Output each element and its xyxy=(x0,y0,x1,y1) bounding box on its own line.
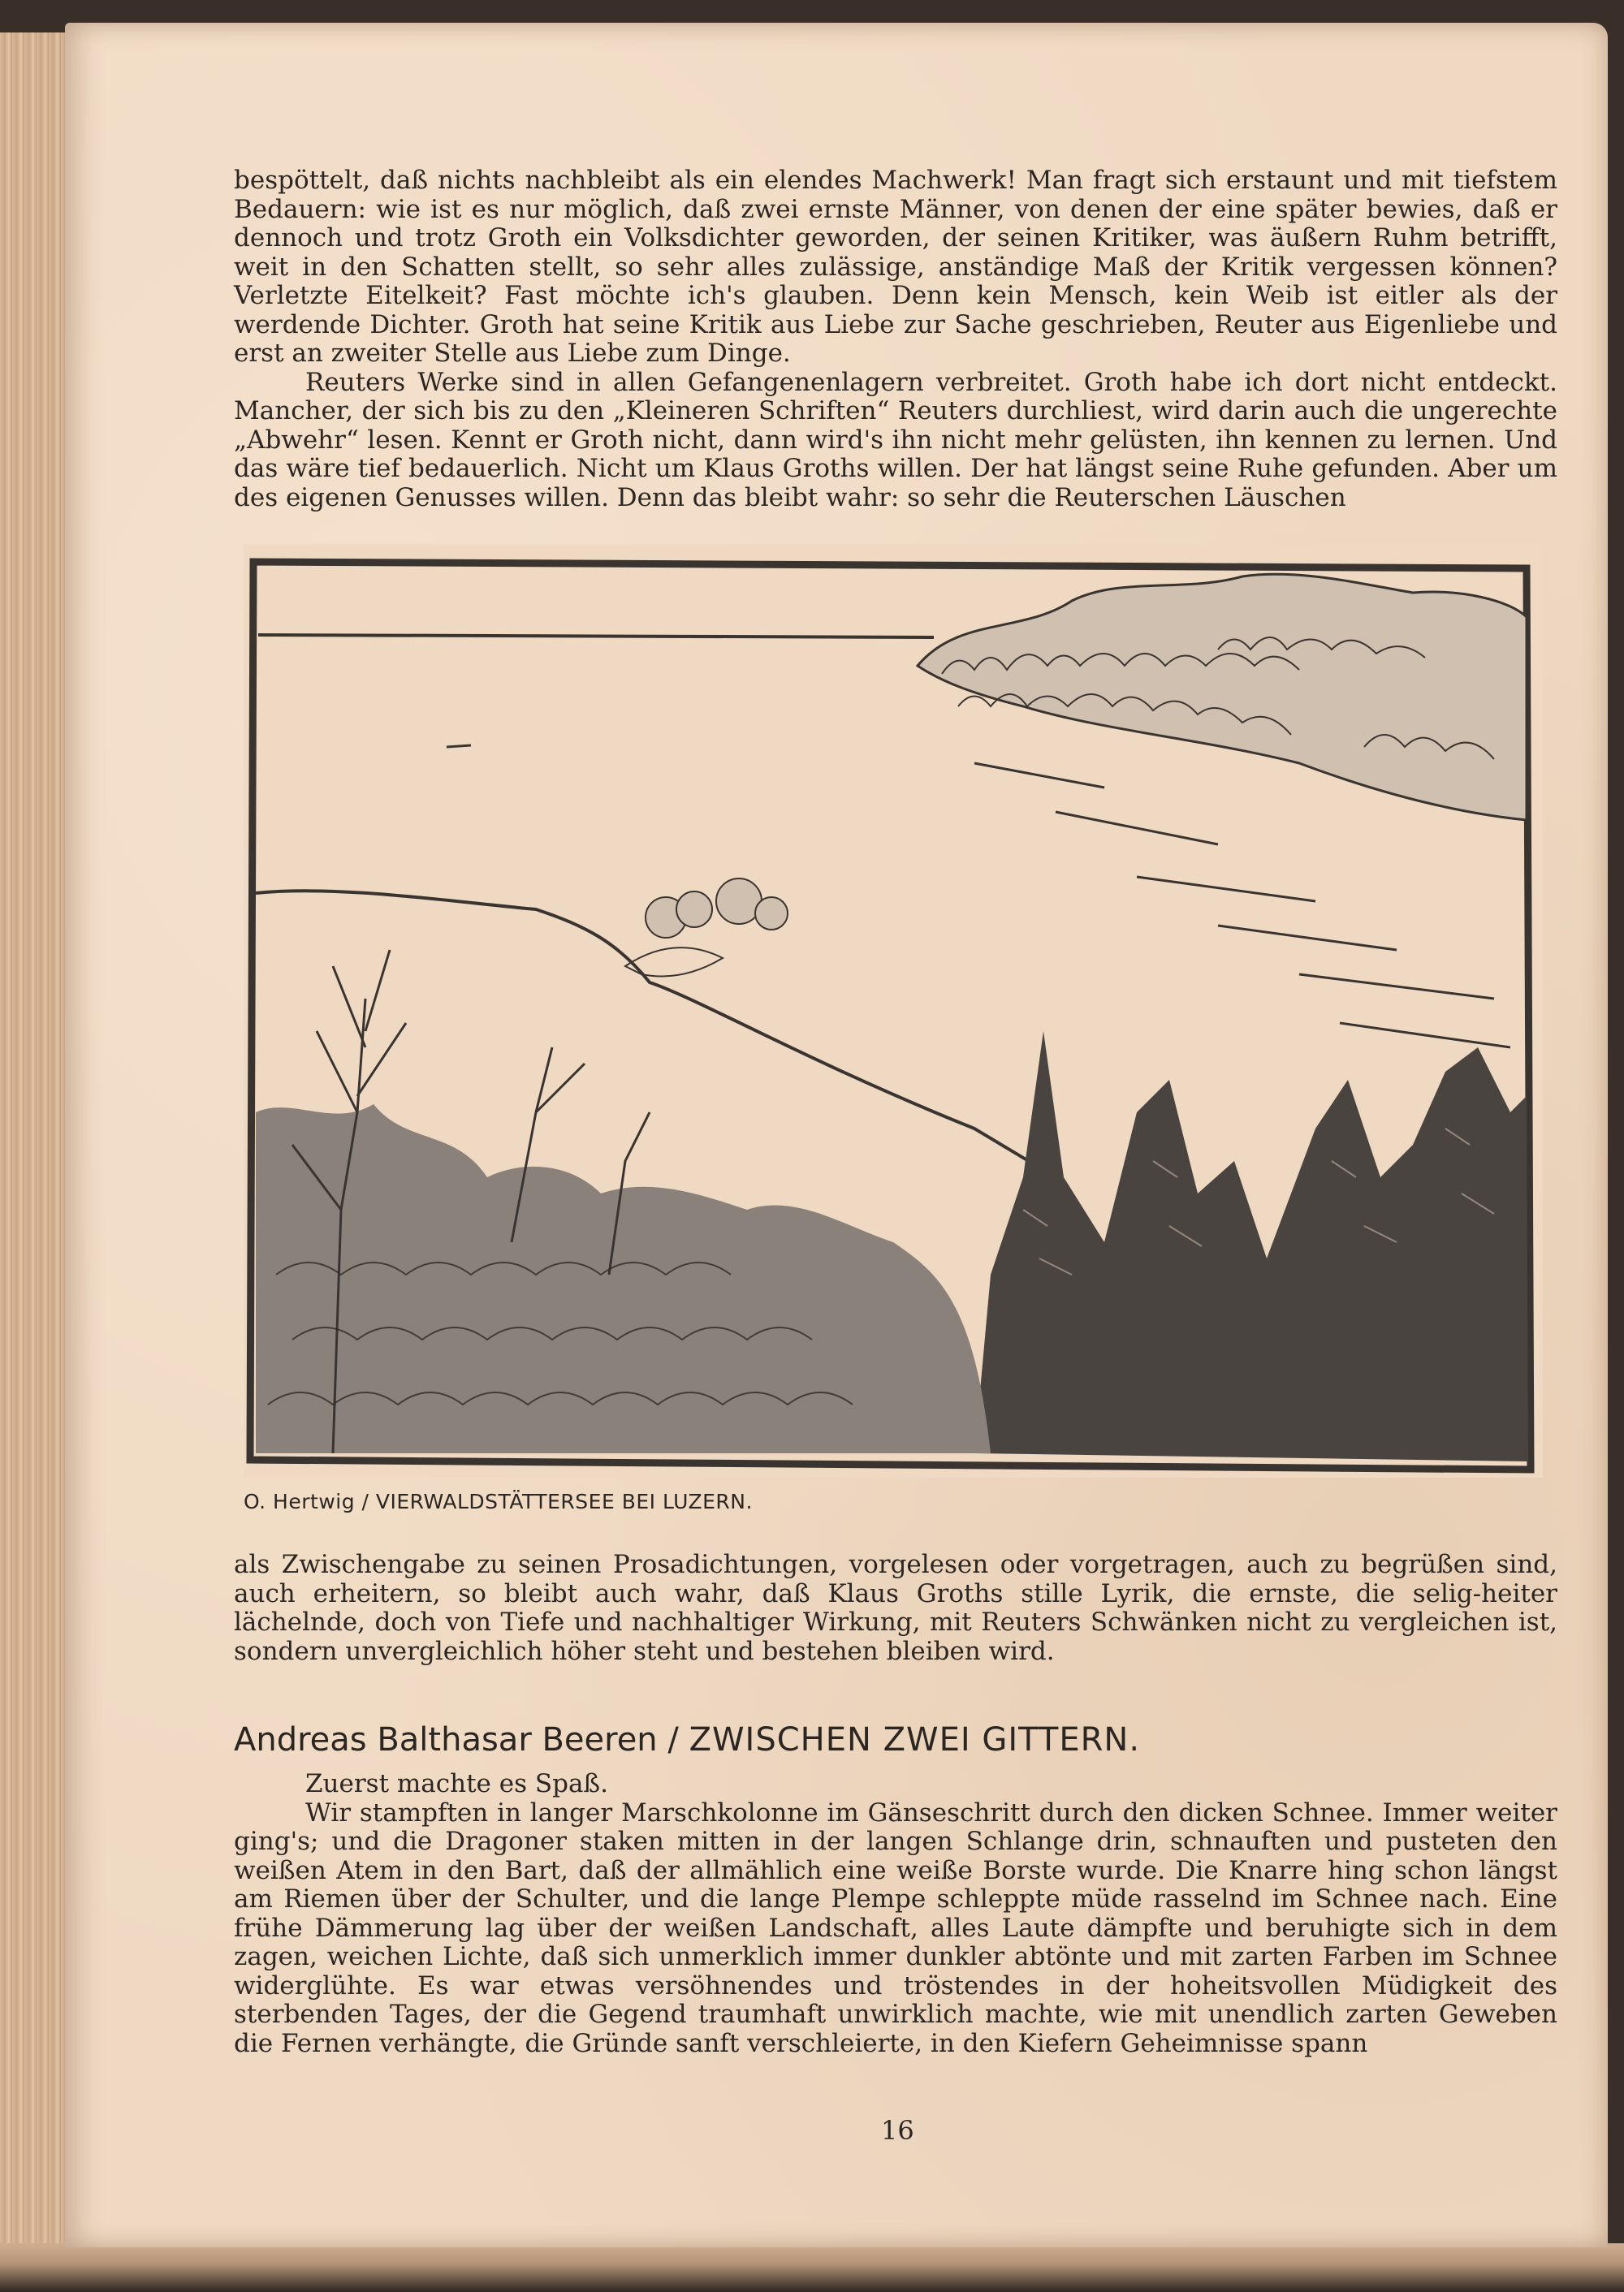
page-edges xyxy=(0,32,73,2257)
landscape-illustration xyxy=(244,544,1543,1478)
paragraph: bespöttelt, daß nichts nachbleibt als ein elendes Machwerk! Man fragt sich erstaunt und mit tiefstem Bedauern: wie ist es nur möglich, daß zwei ernste Männer, von denen der eine später bewies, daß er dennoch und trotz Groth ein Volksdichter geworden, der seinen Kritiker, was äußern Ruhm betrifft, weit in den Schatten stellt, so sehr alles zulässige, anständige Maß der Kritik vergessen können? Verletzte Eitelkeit? Fast möchte ich's glauben. Denn kein Mensch, kein Weib ist eitler als der werdende Dichter. Groth hat seine Kritik aus Liebe zur Sache geschrieben, Reuter aus Eigenliebe und erst an zweiter Stelle aus Liebe zum Dinge. xyxy=(234,166,1557,368)
story-text xyxy=(234,1770,1557,2058)
illustration-caption: O. Hertwig / VIERWALDSTÄTTERSEE BEI LUZERN. xyxy=(244,1490,753,1513)
text-block-after-image xyxy=(234,1551,1557,1666)
story-author: Andreas Balthasar Beeren xyxy=(234,1721,658,1759)
page-bottom-edge xyxy=(0,2243,1624,2292)
paragraph: Reuters Werke sind in allen Gefangenenlagern verbreitet. Groth habe ich dort nicht entdeckt. Mancher, der sich bis zu den „Kleineren Schriften“ Reuters durchliest, wird darin auch die ungerechte „Abwehr“ lesen. Kennt er Groth nicht, dann wird's ihn nicht mehr gelüsten, ihn kennen zu lernen. Und das wäre tief bedauerlich. Nicht um Klaus Groths willen. Der hat längst seine Ruhe gefunden. Aber um des eigenen Genusses willen. Denn das bleibt wahr: so sehr die Reuterschen Läuschen xyxy=(234,367,1557,512)
text-block-top xyxy=(234,166,1557,512)
paragraph: als Zwischengabe zu seinen Prosadichtungen, vorgelesen oder vorgetragen, auch zu begrüßen sind, auch erheitern, so bleibt auch wahr, daß Klaus Groths stille Lyrik, die ernste, die selig-heiter lächelnde, doch von Tiefe und nachhaltiger Wirkung, mit Reuters Schwänken nicht zu vergleichen ist, sondern unvergleichlich höher steht und bestehen bleiben wird. xyxy=(234,1550,1557,1666)
story-title: ZWISCHEN ZWEI GITTERN. xyxy=(689,1721,1141,1759)
paragraph: Wir stampften in langer Marschkolonne im Gänseschritt durch den dicken Schnee. Immer weiter ging's; und die Dragoner staken mitten in der langen Schlange drin, schnauften und pusteten den weißen Atem in den Bart, daß der allmählich eine weiße Borste wurde. Die Knarre hing schon längst am Riemen über der Schulter, und die lange Plempe schleppte müde rasselnd im Schnee nach. Eine frühe Dämmerung lag über der weißen Landschaft, alles Laute dämpfte und beruhigte sich in dem zagen, weichen Lichte, daß sich unmerklich immer dunkler abtönte und mit zarten Farben im Schnee widerglühte. Es war etwas versöhnendes und tröstendes in der hoheitsvollen Müdigkeit des sterbenden Tages, der die Gegend traumhaft unwirklich machte, wie mit unendlich zarten Geweben die Fernen verhängte, die Gründe sanft verschleierte, in den Kiefern Geheimnisse spann xyxy=(234,1798,1557,2058)
page-number: 16 xyxy=(881,2115,914,2146)
story-heading xyxy=(234,1721,1140,1759)
paragraph: Zuerst machte es Spaß. xyxy=(305,1769,608,1798)
heading-separator: / xyxy=(657,1721,689,1759)
